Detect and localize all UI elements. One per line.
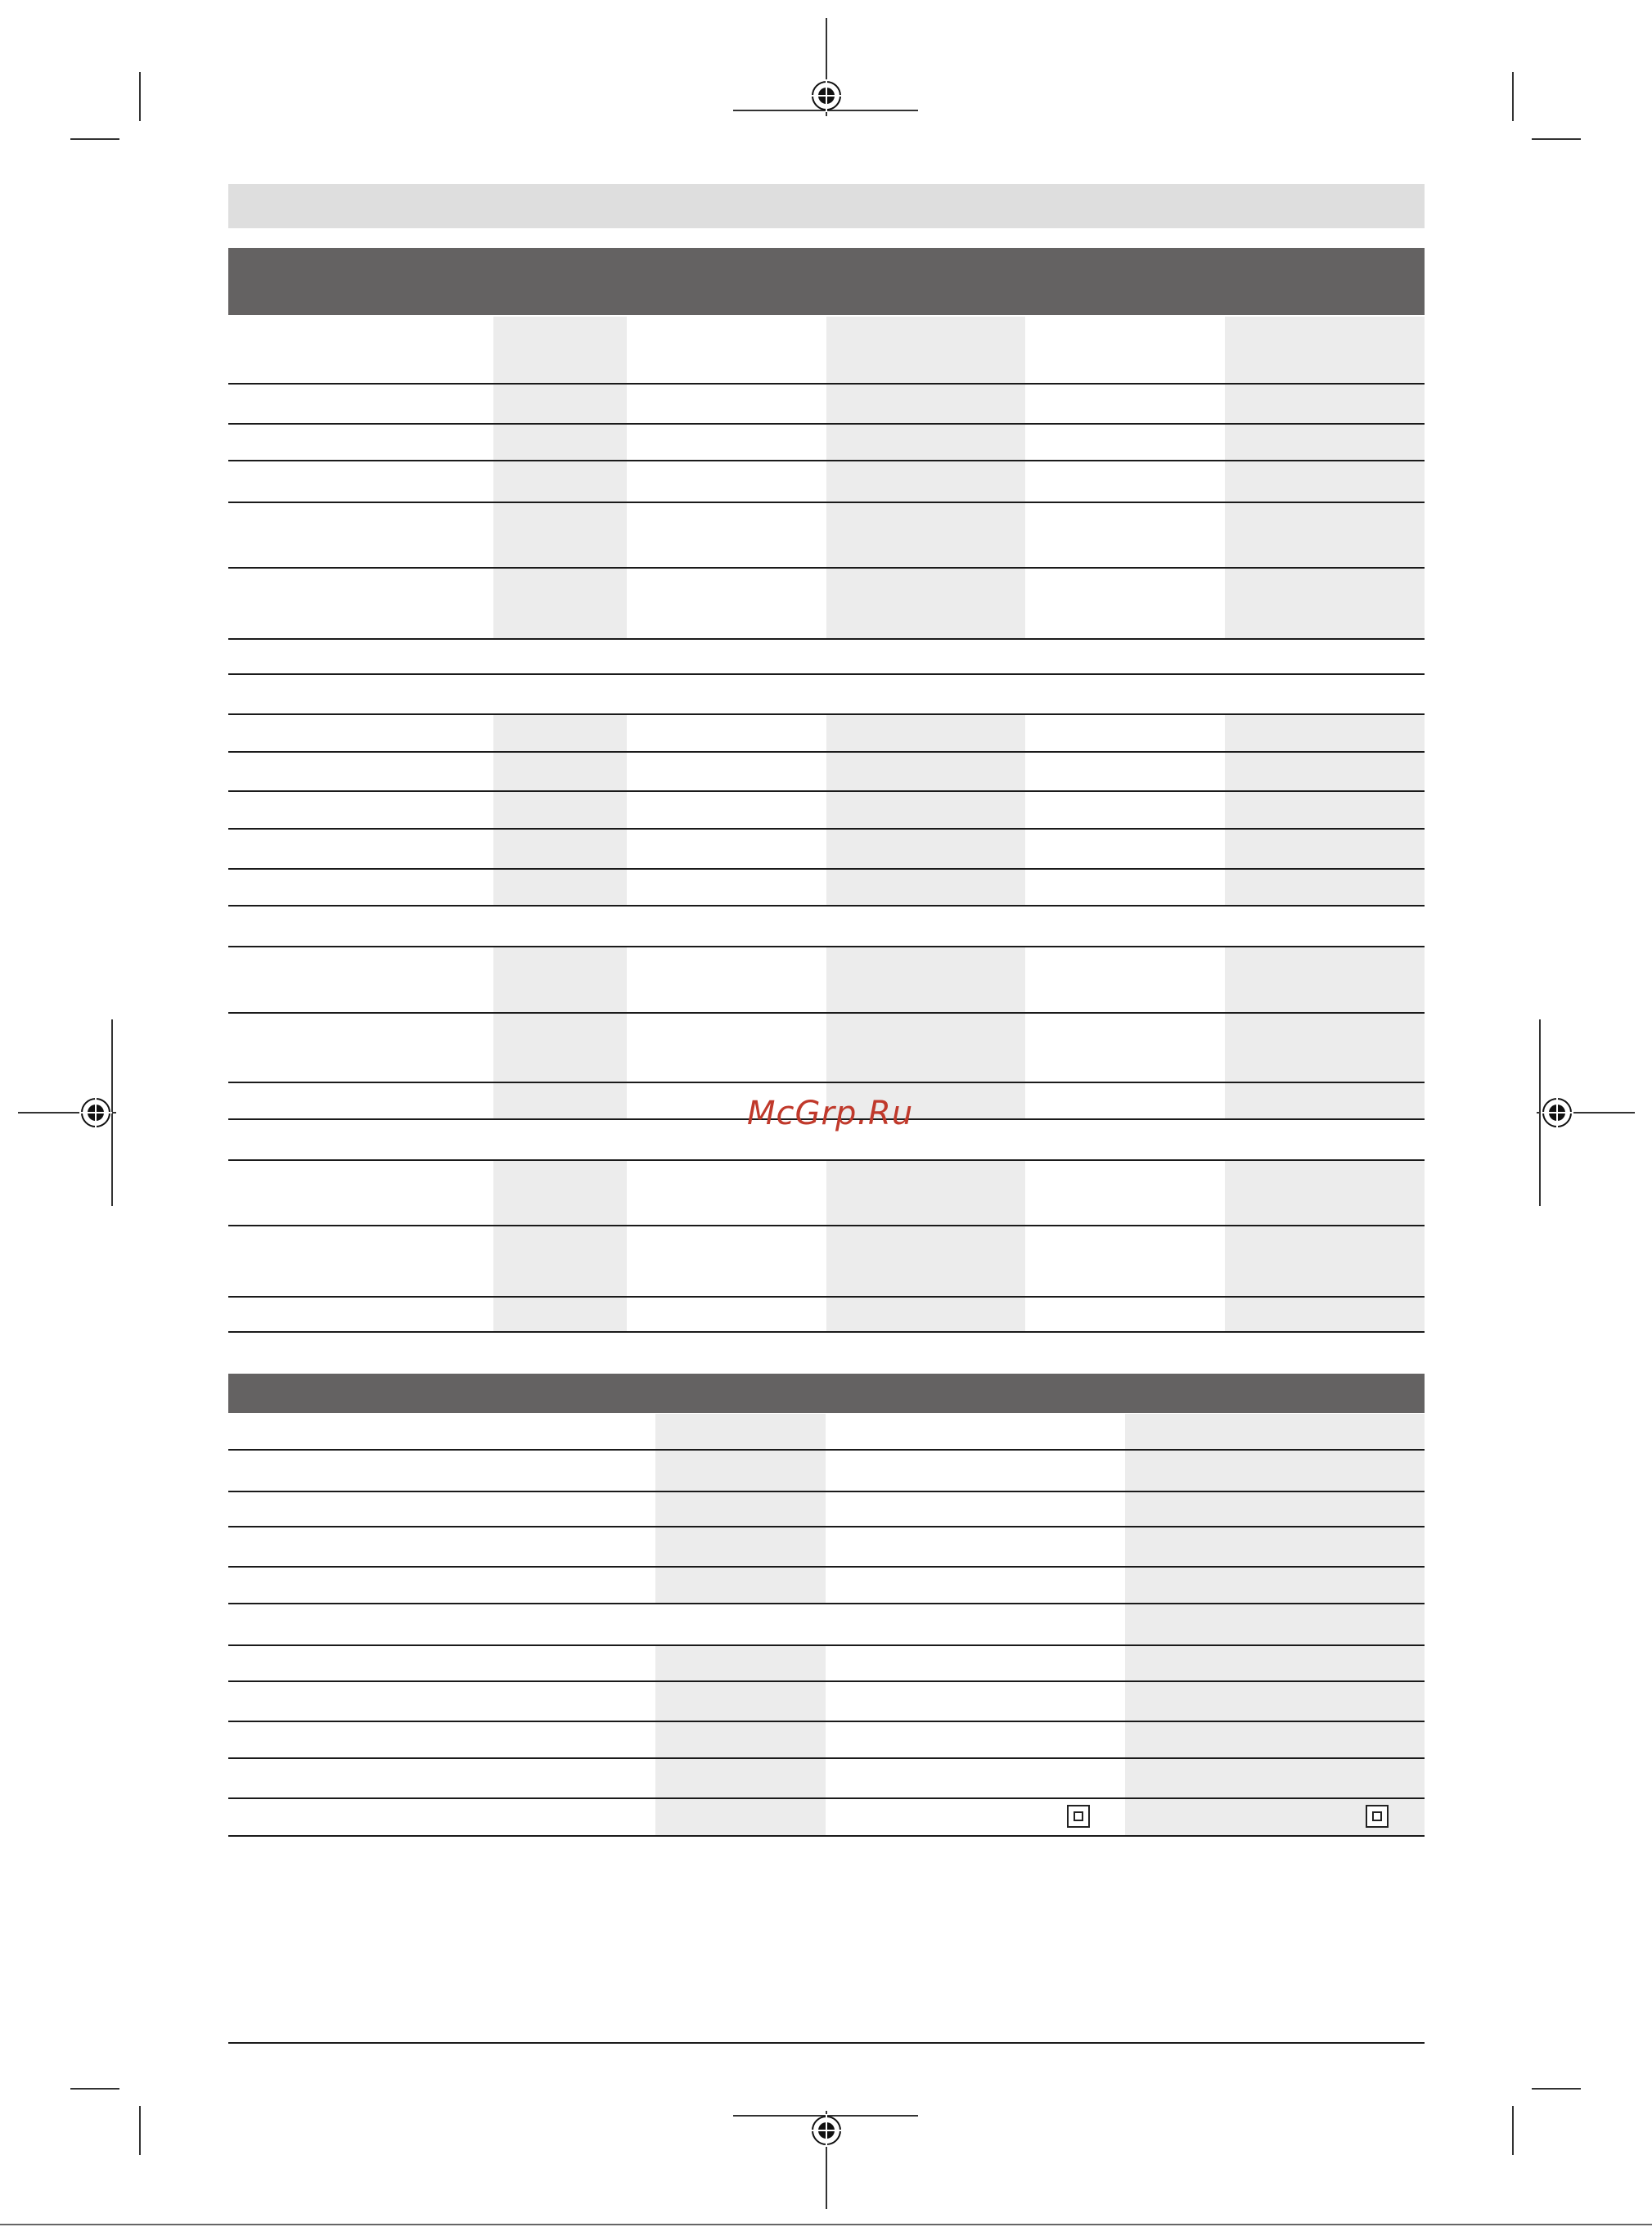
footer-rule [228,2042,1425,2044]
watermark-text: McGrp.Ru [747,1095,914,1132]
class-ii-double-square-icon [1366,1805,1389,1828]
registration-crosshair-icon [79,1096,112,1129]
table1-header-bar [228,248,1425,315]
registration-crosshair-icon [1541,1096,1573,1129]
page-bottom-edge [0,2224,1652,2225]
class-ii-double-square-icon [1067,1805,1090,1828]
registration-crosshair-icon [810,79,843,112]
page-header-strip [228,184,1425,228]
registration-crosshair-icon [810,2114,843,2147]
table2-header-bar [228,1374,1425,1413]
